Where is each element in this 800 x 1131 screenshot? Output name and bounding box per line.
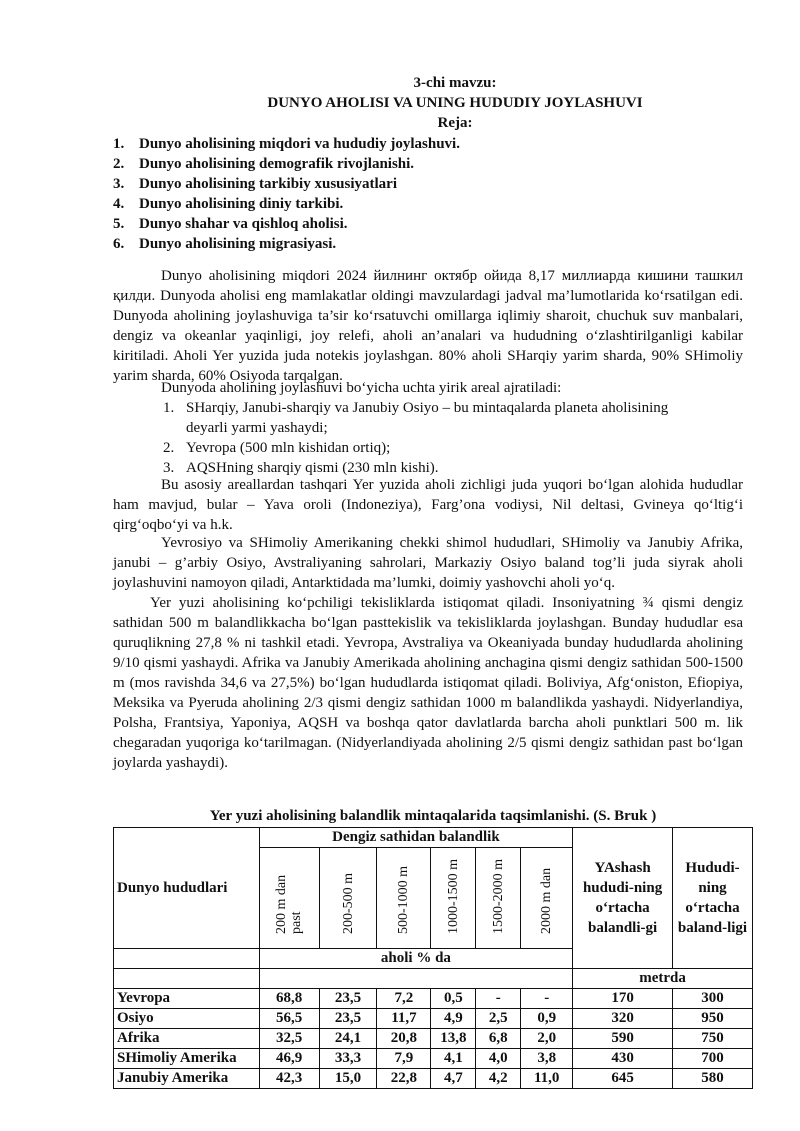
header-band-1: 200 m dan past [259,848,319,949]
header-band-6: 2000 m dan [521,848,573,949]
header-band-3: 500-1000 m [377,848,431,949]
plan-item: 1. Dunyo aholisining miqdori va hududiy joylashuvi. [113,136,460,152]
header-region-spacer [114,949,260,969]
header-band-2: 200-500 m [319,848,377,949]
paragraph-population: Dunyo aholisining miqdori 2024 йилнинг октябр ойида 8,17 миллиарда кишини ташкил қилди. Dunyoda aholisi eng mamlakatlar oldingi mavzulardagi jadval ma’lumotlarida ko‘rsatilgan edi. Dunyoda aholining joylashuviga ta’sir ko‘rsatuvchi omillarga iqlimiy sharoit, chuchuk suv manbalari, dengiz va okeanlar yaqinligi, joy relefi, aholi an’analari va hududning o‘zlashtirilganligi kabilar kiritiladi. Aholi Yer yuzida juda notekis joylashgan. 80% aholi SHarqiy yarim sharda, 90% SHimoliy yarim sharda, 60% Osiyoda tarqalgan. [113,268,743,384]
header-avg-territory: Hududi-ning o‘rtacha baland-ligi [673,828,753,969]
plan-item: 4. Dunyo aholisining diniy tarkibi. [113,196,344,212]
table-row: Janubiy Amerika 42,3 15,0 22,8 4,7 4,2 11,0 645 580 [114,1069,753,1089]
areas-list [163,398,743,478]
plan-item: 3. Dunyo aholisining tarkibiy xususiyatlari [113,176,397,192]
units-spacer-2 [259,969,572,989]
unit-percent: aholi % da [259,949,572,969]
units-spacer [114,969,260,989]
plan-label: Reja: [437,115,473,131]
table-row: SHimoliy Amerika 46,9 33,3 7,9 4,1 4,0 3,8 430 700 [114,1049,753,1069]
plan-item: 5. Dunyo shahar va qishloq aholisi. [113,216,348,232]
plan-list [113,134,460,254]
table-row: Afrika 32,5 24,1 20,8 13,8 6,8 2,0 590 750 [114,1029,753,1049]
topic-title: DUNYO AHOLISI VA UNING HUDUDIY JOYLASHUVI [267,95,643,111]
header-band-4: 1000-1500 m [431,848,476,949]
table-row: Yevropa 68,8 23,5 7,2 0,5 - - 170 300 [114,989,753,1009]
header-band-5: 1500-2000 m [476,848,521,949]
table-caption: Yer yuzi aholisining balandlik mintaqalarida taqsimlanishi. (S. Bruk ) [209,808,657,824]
area-item: 1. SHarqiy, Janubi-sharqiy va Janubiy Osiyo – bu mintaqalarda planeta aholisining deyarli yarmi yashaydi; [163,400,669,436]
topic-number: 3-chi mavzu: [413,75,497,91]
plan-item: 2. Dunyo aholisining demografik rivojlanishi. [113,156,415,172]
paragraph-sparse-areas: Yevrosiyo va SHimoliy Amerikaning chekki shimol hududlari, SHimoliy va Janubiy Afrika, janubi – g’arbiy Osiyo, Avstraliyaning sahrolari, Markaziy Osiyo baland tog’li juda siyrak aholi joylashuvini namoyon qiladi, Antarktidada ma’lumki, doimiy yashovchi aholi yo‘q. [113,535,743,591]
header-avg-living: YAshash hududi-ning o‘rtacha balandli-gi [573,828,673,969]
table-row: Osiyo 56,5 23,5 11,7 4,9 2,5 0,9 320 950 [114,1009,753,1029]
unit-meters: metrda [573,969,753,989]
header-region: Dunyo hududlari [114,828,260,949]
paragraph-dense-areas: Bu asosiy areallardan tashqari Yer yuzida aholi zichligi juda yuqori bo‘lgan alohida hududlar ham mavjud, bular – Yava oroli (Indoneziya), Farg’ona vodiysi, Nil deltasi, Gvineya qo‘ltig‘i qirg‘oqbo‘yi va h.k. [113,477,743,533]
paragraph-areas-intro: Dunyoda aholining joylashuvi bo‘yicha uchta yirik areal ajratiladi: [161,380,562,396]
area-item: 2. Yevropa (500 mln kishidan ortiq); [163,440,391,456]
plan-item: 6. Dunyo aholisining migrasiyasi. [113,236,337,252]
elevation-table [113,827,753,1089]
header-elevation-group: Dengiz sathidan balandlik [259,828,572,848]
paragraph-elevation: Yer yuzi aholisining ko‘pchiligi tekisliklarda istiqomat qiladi. Insoniyatning ¾ qismi dengiz sathidan 500 m balandlikkacha bo‘lgan pasttekislik va tekisliklarda joylashgan. Bunday hududlar esa quruqlikning 27,8 % ni tashkil etadi. Yevropa, Avstraliya va Okeaniyada bunday hududlarda aholining 9/10 qismi yashaydi. Afrika va Janubiy Amerikada aholining anchagina qismi dengiz sathidan 500-1500 m (mos ravishda 34,6 va 27,5%) bo‘lgan hududlarda istiqomat qiladi. Boliviya, Afg‘oniston, Efiopiya, Meksika va Pyeruda aholining 2/3 qismi dengiz sathidan 1000 m balandlikda yashaydi. Nidyerlandiya, Polsha, Frantsiya, Yaponiya, AQSH va boshqa qator davlatlarda barcha aholi punktlari 500 m. lik chegaradan yuqoriga ko‘tarilmagan. (Nidyerlandiyada aholining 2/5 qismi dengiz sathidan past bo‘lgan joylarda yashaydi). [113,595,743,771]
area-item: 3. AQSHning sharqiy qismi (230 mln kishi). [163,460,439,476]
